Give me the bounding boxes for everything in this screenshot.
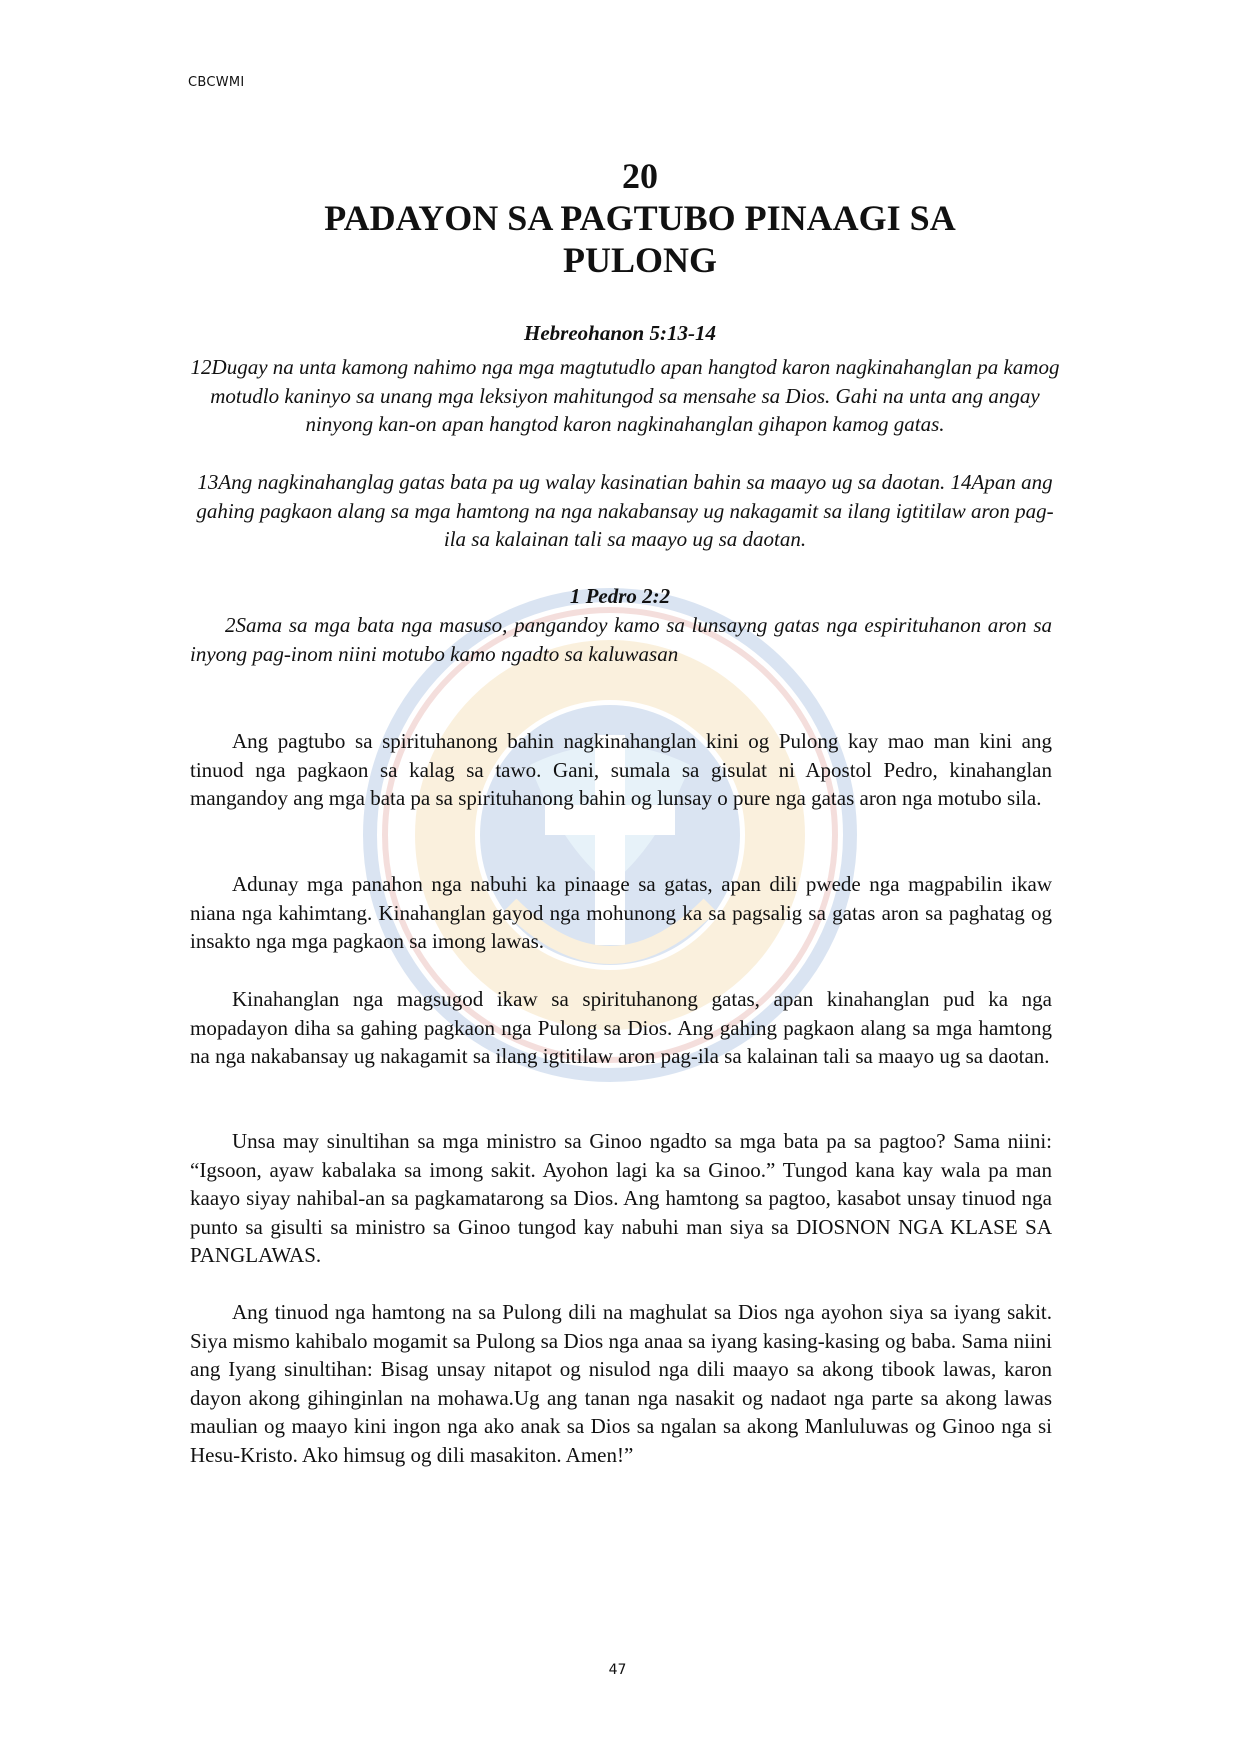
body-paragraph-4: Unsa may sinultihan sa mga ministro sa Ginoo ngadto sa mga bata pa sa pagtoo? Sama niini: “Igsoon, ayaw kabalaka sa imong sakit. Ayohon lagi ka sa Ginoo.” Tungod kana kay wala pa man kaayo siyay nahibal-an sa pagkamatarong sa Dios. Ang hamtong sa pagtoo, kasabot unsay tinuod nga punto sa gisulti sa ministro sa Ginoo tungod kay nabuhi man siya sa DIOSNON NGA KLASE SA PANGLAWAS. bbox=[190, 1129, 1052, 1267]
scripture-reference-hebreohanon: Hebreohanon 5:13-14 bbox=[524, 321, 716, 345]
scripture-verse-pedro: 2Sama sa mga bata nga masuso, pangandoy kamo sa lunsayng gatas nga espirituhanon aron sa inyong pag-inom niini motubo kamo ngadto sa kaluwasan bbox=[190, 613, 1052, 666]
chapter-title-line-2: PULONG bbox=[562, 240, 717, 280]
body-paragraph-5: Ang tinuod nga hamtong na sa Pulong dili na maghulat sa Dios nga ayohon siya sa iyang sakit. Siya mismo kahibalo mogamit sa Pulong sa Dios nga anaa sa iyang kasing-kasing og baba. Sama niini ang Iyang sinultihan: Bisag unsay nitapot og nisulod nga dili maayo sa akong tibook lawas, karon dayon akong gihinginlan na mohawa.Ug ang tanan nga nasakit og nadaot nga parte sa akong lawas maulian og maayo kini ingon nga ako anak sa Dios sa ngalan sa akong Manluluwas og Ginoo nga si Hesu-Kristo. Ako himsug og dili masakiton. Amen!” bbox=[190, 1300, 1052, 1467]
chapter-title-line-1: PADAYON SA PAGTUBO PINAAGI SA bbox=[324, 198, 956, 238]
header-org-name: CBCWMI bbox=[188, 75, 245, 90]
body-paragraph-3: Kinahanglan nga magsugod ikaw sa spirituhanong gatas, apan kinahanglan pud ka nga mopadayon diha sa gahing pagkaon nga Pulong sa Dios. Ang gahing pagkaon alang sa mga hamtong na nga nakabansay ug nakagamit sa ilang igtitilaw aron pag-ila sa kalainan tali sa maayo ug sa daotan. bbox=[190, 987, 1052, 1068]
body-paragraph-1: Ang pagtubo sa spirituhanong bahin nagkinahanglan kini og Pulong kay mao man kini ang tinuod nga pagkaon sa kalag sa tawo. Gani, sumala sa gisulat ni Apostol Pedro, kinahanglan mangandoy ang mga bata pa sa spirituhanong bahin og lunsay o pure nga gatas aron nga motubo sila. bbox=[190, 729, 1052, 810]
body-paragraph-2: Adunay mga panahon nga nabuhi ka pinaage sa gatas, apan dili pwede nga magpabilin ikaw niana nga kahimtang. Kinahanglan gayod nga mohunong ka sa pagsalig sa gatas aron sa paghatag og insakto nga mga pagkaon sa imong lawas. bbox=[190, 872, 1052, 953]
scripture-verse-12: 12Dugay na unta kamong nahimo nga mga magtutudlo apan hangtod karon nagkinahanglan pa kamog motudlo kaninyo sa unang mga leksiyon mahitungod sa mensahe sa Dios. Gahi na unta ang angay ninyong kan-on apan hangtod karon nagkinahanglan gihapon kamog gatas. bbox=[190, 355, 1060, 436]
chapter-number: 20 bbox=[622, 156, 658, 196]
scripture-verse-13-14: 13Ang nagkinahanglag gatas bata pa ug walay kasinatian bahin sa maayo ug sa daotan. 14Apan ang gahing pagkaon alang sa mga hamtong na nga nakabansay ug nakagamit sa ilang igtitilaw aron pag-ila sa kalainan tali sa maayo ug sa daotan. bbox=[196, 470, 1054, 551]
scripture-reference-pedro: 1 Pedro 2:2 bbox=[569, 584, 671, 608]
page-number: 47 bbox=[608, 1662, 627, 1678]
